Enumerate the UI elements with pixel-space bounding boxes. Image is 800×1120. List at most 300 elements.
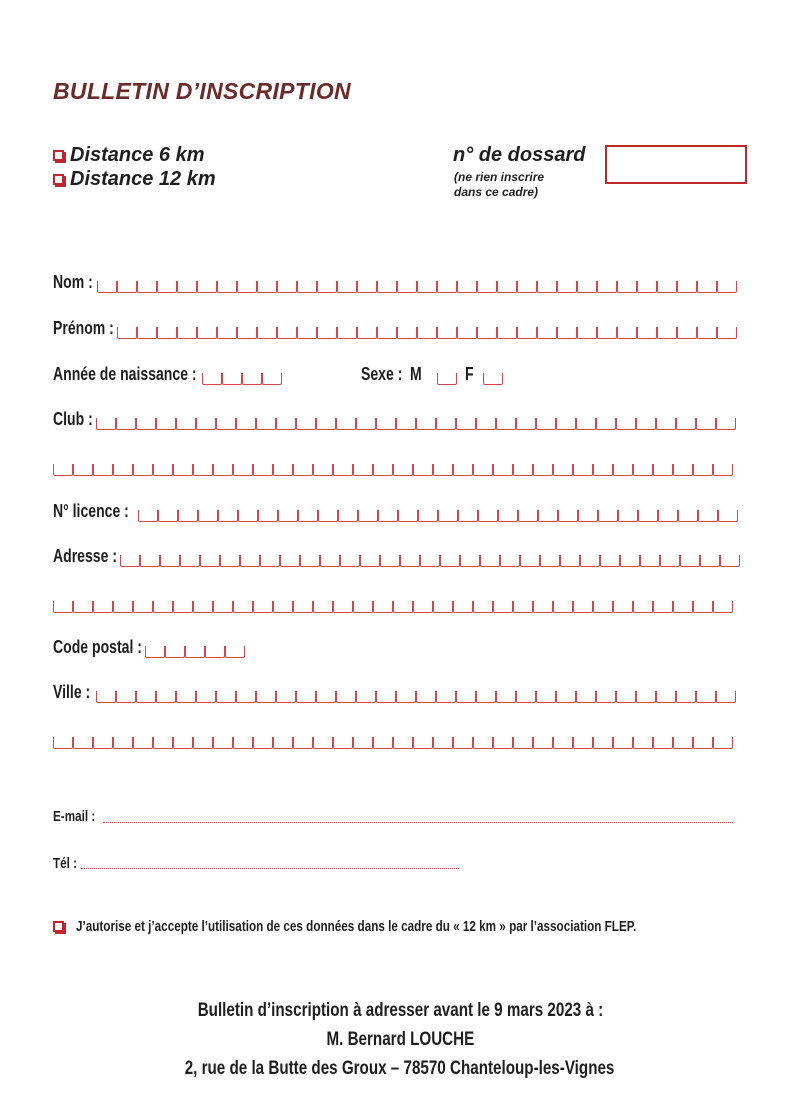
letter-box[interactable] <box>165 646 185 658</box>
letter-box[interactable] <box>320 555 340 567</box>
letter-box[interactable] <box>520 555 540 567</box>
letter-box[interactable] <box>633 737 653 749</box>
letter-box[interactable] <box>653 464 673 476</box>
letter-box[interactable] <box>498 510 518 522</box>
letter-box[interactable] <box>456 691 476 703</box>
letter-box[interactable] <box>53 601 73 613</box>
letter-box[interactable] <box>418 510 438 522</box>
letter-box[interactable] <box>653 601 673 613</box>
letter-box[interactable] <box>698 510 718 522</box>
adresse-input-line2[interactable] <box>53 593 733 613</box>
letter-box[interactable] <box>238 510 258 522</box>
letter-box[interactable] <box>593 464 613 476</box>
prenom-input[interactable] <box>117 319 737 339</box>
adresse-input[interactable] <box>120 547 740 567</box>
letter-box[interactable] <box>477 327 497 339</box>
letter-box[interactable] <box>697 327 717 339</box>
letter-box[interactable] <box>217 281 237 293</box>
letter-box[interactable] <box>117 281 137 293</box>
letter-box[interactable] <box>173 464 193 476</box>
letter-box[interactable] <box>637 281 657 293</box>
letter-box[interactable] <box>220 555 240 567</box>
letter-box[interactable] <box>177 327 197 339</box>
sexe-f-box[interactable] <box>483 365 503 385</box>
letter-box[interactable] <box>553 737 573 749</box>
letter-box[interactable] <box>113 464 133 476</box>
letter-box[interactable] <box>517 281 537 293</box>
letter-box[interactable] <box>493 464 513 476</box>
letter-box[interactable] <box>398 510 418 522</box>
letter-box[interactable] <box>680 555 700 567</box>
letter-box[interactable] <box>396 691 416 703</box>
letter-box[interactable] <box>177 281 197 293</box>
letter-box[interactable] <box>500 555 520 567</box>
letter-box[interactable] <box>613 464 633 476</box>
letter-box[interactable] <box>417 281 437 293</box>
letter-box[interactable] <box>280 555 300 567</box>
letter-box[interactable] <box>616 691 636 703</box>
letter-box[interactable] <box>493 737 513 749</box>
letter-box[interactable] <box>640 555 660 567</box>
letter-box[interactable] <box>216 691 236 703</box>
letter-box[interactable] <box>185 646 205 658</box>
letter-box[interactable] <box>373 601 393 613</box>
letter-box[interactable] <box>97 281 117 293</box>
club-input-line2[interactable] <box>53 456 733 476</box>
letter-box[interactable] <box>660 555 680 567</box>
letter-box[interactable] <box>336 691 356 703</box>
letter-box[interactable] <box>176 691 196 703</box>
letter-box[interactable] <box>237 281 257 293</box>
letter-box[interactable] <box>676 418 696 430</box>
letter-box[interactable] <box>538 510 558 522</box>
letter-box[interactable] <box>293 601 313 613</box>
letter-box[interactable] <box>453 464 473 476</box>
letter-box[interactable] <box>217 327 237 339</box>
letter-box[interactable] <box>377 327 397 339</box>
letter-box[interactable] <box>262 373 282 385</box>
letter-box[interactable] <box>222 373 242 385</box>
letter-box[interactable] <box>298 510 318 522</box>
sexe-m-box[interactable] <box>437 365 457 385</box>
letter-box[interactable] <box>360 555 380 567</box>
letter-box[interactable] <box>478 510 498 522</box>
letter-box[interactable] <box>353 737 373 749</box>
consent-option[interactable] <box>53 918 794 935</box>
letter-box[interactable] <box>120 555 140 567</box>
letter-box[interactable] <box>473 737 493 749</box>
letter-box[interactable] <box>193 464 213 476</box>
letter-box[interactable] <box>137 327 157 339</box>
letter-box[interactable] <box>140 555 160 567</box>
letter-box[interactable] <box>413 737 433 749</box>
letter-box[interactable] <box>437 373 457 385</box>
letter-box[interactable] <box>716 691 736 703</box>
letter-box[interactable] <box>93 737 113 749</box>
letter-box[interactable] <box>556 418 576 430</box>
letter-box[interactable] <box>157 327 177 339</box>
nom-input[interactable] <box>97 273 737 293</box>
letter-box[interactable] <box>113 601 133 613</box>
letter-box[interactable] <box>293 737 313 749</box>
letter-box[interactable] <box>160 555 180 567</box>
letter-box[interactable] <box>518 510 538 522</box>
letter-box[interactable] <box>173 737 193 749</box>
letter-box[interactable] <box>596 691 616 703</box>
letter-box[interactable] <box>198 510 218 522</box>
letter-box[interactable] <box>240 555 260 567</box>
letter-box[interactable] <box>396 418 416 430</box>
letter-box[interactable] <box>233 737 253 749</box>
letter-box[interactable] <box>117 327 137 339</box>
code-postal-input[interactable] <box>145 638 245 658</box>
letter-box[interactable] <box>356 418 376 430</box>
letter-box[interactable] <box>713 601 733 613</box>
letter-box[interactable] <box>216 418 236 430</box>
ville-input[interactable] <box>96 683 736 703</box>
letter-box[interactable] <box>277 281 297 293</box>
letter-box[interactable] <box>53 737 73 749</box>
letter-box[interactable] <box>113 737 133 749</box>
letter-box[interactable] <box>278 510 298 522</box>
letter-box[interactable] <box>318 510 338 522</box>
letter-box[interactable] <box>357 281 377 293</box>
letter-box[interactable] <box>413 464 433 476</box>
letter-box[interactable] <box>376 418 396 430</box>
letter-box[interactable] <box>156 418 176 430</box>
letter-box[interactable] <box>157 281 177 293</box>
letter-box[interactable] <box>296 418 316 430</box>
letter-box[interactable] <box>73 601 93 613</box>
letter-box[interactable] <box>513 464 533 476</box>
letter-box[interactable] <box>213 464 233 476</box>
letter-box[interactable] <box>576 691 596 703</box>
letter-box[interactable] <box>598 510 618 522</box>
letter-box[interactable] <box>358 510 378 522</box>
letter-box[interactable] <box>693 601 713 613</box>
letter-box[interactable] <box>653 737 673 749</box>
letter-box[interactable] <box>133 601 153 613</box>
letter-box[interactable] <box>597 327 617 339</box>
letter-box[interactable] <box>473 601 493 613</box>
letter-box[interactable] <box>717 281 737 293</box>
letter-box[interactable] <box>713 737 733 749</box>
letter-box[interactable] <box>636 691 656 703</box>
letter-box[interactable] <box>196 691 216 703</box>
letter-box[interactable] <box>593 737 613 749</box>
letter-box[interactable] <box>393 464 413 476</box>
letter-box[interactable] <box>497 281 517 293</box>
letter-box[interactable] <box>336 418 356 430</box>
letter-box[interactable] <box>677 281 697 293</box>
letter-box[interactable] <box>557 327 577 339</box>
letter-box[interactable] <box>257 327 277 339</box>
licence-input[interactable] <box>138 502 738 522</box>
letter-box[interactable] <box>96 691 116 703</box>
letter-box[interactable] <box>496 691 516 703</box>
letter-box[interactable] <box>136 418 156 430</box>
letter-box[interactable] <box>577 281 597 293</box>
letter-box[interactable] <box>313 464 333 476</box>
letter-box[interactable] <box>337 327 357 339</box>
letter-box[interactable] <box>657 327 677 339</box>
letter-box[interactable] <box>377 281 397 293</box>
letter-box[interactable] <box>197 327 217 339</box>
letter-box[interactable] <box>673 737 693 749</box>
letter-box[interactable] <box>577 327 597 339</box>
letter-box[interactable] <box>213 737 233 749</box>
letter-box[interactable] <box>718 510 738 522</box>
letter-box[interactable] <box>436 418 456 430</box>
letter-box[interactable] <box>276 418 296 430</box>
letter-box[interactable] <box>600 555 620 567</box>
letter-box[interactable] <box>205 646 225 658</box>
letter-box[interactable] <box>676 691 696 703</box>
letter-box[interactable] <box>533 601 553 613</box>
letter-box[interactable] <box>613 737 633 749</box>
letter-box[interactable] <box>473 464 493 476</box>
letter-box[interactable] <box>533 464 553 476</box>
letter-box[interactable] <box>400 555 420 567</box>
letter-box[interactable] <box>297 281 317 293</box>
letter-box[interactable] <box>357 327 377 339</box>
letter-box[interactable] <box>497 327 517 339</box>
letter-box[interactable] <box>560 555 580 567</box>
letter-box[interactable] <box>433 601 453 613</box>
letter-box[interactable] <box>437 281 457 293</box>
letter-box[interactable] <box>417 327 437 339</box>
letter-box[interactable] <box>693 464 713 476</box>
letter-box[interactable] <box>133 464 153 476</box>
letter-box[interactable] <box>416 691 436 703</box>
letter-box[interactable] <box>436 691 456 703</box>
letter-box[interactable] <box>253 737 273 749</box>
annee-input[interactable] <box>202 365 282 385</box>
letter-box[interactable] <box>73 737 93 749</box>
letter-box[interactable] <box>453 601 473 613</box>
letter-box[interactable] <box>316 418 336 430</box>
letter-box[interactable] <box>397 327 417 339</box>
letter-box[interactable] <box>638 510 658 522</box>
letter-box[interactable] <box>673 464 693 476</box>
letter-box[interactable] <box>333 601 353 613</box>
checkbox-icon[interactable] <box>53 174 64 185</box>
letter-box[interactable] <box>613 601 633 613</box>
letter-box[interactable] <box>696 691 716 703</box>
letter-box[interactable] <box>453 737 473 749</box>
letter-box[interactable] <box>657 281 677 293</box>
letter-box[interactable] <box>393 601 413 613</box>
letter-box[interactable] <box>476 418 496 430</box>
letter-box[interactable] <box>176 418 196 430</box>
letter-box[interactable] <box>333 737 353 749</box>
letter-box[interactable] <box>317 327 337 339</box>
letter-box[interactable] <box>260 555 280 567</box>
letter-box[interactable] <box>636 418 656 430</box>
option-distance-12[interactable] <box>53 168 216 191</box>
letter-box[interactable] <box>340 555 360 567</box>
letter-box[interactable] <box>673 601 693 613</box>
letter-box[interactable] <box>658 510 678 522</box>
letter-box[interactable] <box>580 555 600 567</box>
letter-box[interactable] <box>253 464 273 476</box>
letter-box[interactable] <box>116 691 136 703</box>
letter-box[interactable] <box>225 646 245 658</box>
letter-box[interactable] <box>476 691 496 703</box>
letter-box[interactable] <box>96 418 116 430</box>
letter-box[interactable] <box>193 737 213 749</box>
letter-box[interactable] <box>378 510 398 522</box>
letter-box[interactable] <box>173 601 193 613</box>
letter-box[interactable] <box>136 691 156 703</box>
letter-box[interactable] <box>158 510 178 522</box>
letter-box[interactable] <box>578 510 598 522</box>
letter-box[interactable] <box>337 281 357 293</box>
letter-box[interactable] <box>353 601 373 613</box>
letter-box[interactable] <box>477 281 497 293</box>
letter-box[interactable] <box>558 510 578 522</box>
letter-box[interactable] <box>233 601 253 613</box>
letter-box[interactable] <box>593 601 613 613</box>
email-input[interactable] <box>103 822 733 823</box>
letter-box[interactable] <box>457 327 477 339</box>
letter-box[interactable] <box>576 418 596 430</box>
letter-box[interactable] <box>202 373 222 385</box>
letter-box[interactable] <box>138 510 158 522</box>
letter-box[interactable] <box>237 327 257 339</box>
letter-box[interactable] <box>178 510 198 522</box>
letter-box[interactable] <box>193 601 213 613</box>
letter-box[interactable] <box>116 418 136 430</box>
letter-box[interactable] <box>376 691 396 703</box>
letter-box[interactable] <box>696 418 716 430</box>
letter-box[interactable] <box>536 418 556 430</box>
letter-box[interactable] <box>242 373 262 385</box>
letter-box[interactable] <box>540 555 560 567</box>
letter-box[interactable] <box>713 464 733 476</box>
letter-box[interactable] <box>356 691 376 703</box>
letter-box[interactable] <box>433 464 453 476</box>
letter-box[interactable] <box>573 737 593 749</box>
letter-box[interactable] <box>556 691 576 703</box>
letter-box[interactable] <box>200 555 220 567</box>
letter-box[interactable] <box>557 281 577 293</box>
letter-box[interactable] <box>93 601 113 613</box>
letter-box[interactable] <box>618 510 638 522</box>
letter-box[interactable] <box>256 691 276 703</box>
letter-box[interactable] <box>273 601 293 613</box>
letter-box[interactable] <box>236 691 256 703</box>
letter-box[interactable] <box>716 418 736 430</box>
letter-box[interactable] <box>513 737 533 749</box>
letter-box[interactable] <box>420 555 440 567</box>
letter-box[interactable] <box>483 373 503 385</box>
letter-box[interactable] <box>700 555 720 567</box>
letter-box[interactable] <box>273 464 293 476</box>
letter-box[interactable] <box>597 281 617 293</box>
letter-box[interactable] <box>196 418 216 430</box>
option-distance-6[interactable] <box>53 144 205 167</box>
letter-box[interactable] <box>153 464 173 476</box>
letter-box[interactable] <box>300 555 320 567</box>
checkbox-icon[interactable] <box>53 921 64 932</box>
letter-box[interactable] <box>533 737 553 749</box>
letter-box[interactable] <box>537 281 557 293</box>
letter-box[interactable] <box>317 281 337 293</box>
letter-box[interactable] <box>256 418 276 430</box>
letter-box[interactable] <box>596 418 616 430</box>
letter-box[interactable] <box>458 510 478 522</box>
checkbox-icon[interactable] <box>53 150 64 161</box>
letter-box[interactable] <box>133 737 153 749</box>
letter-box[interactable] <box>213 601 233 613</box>
letter-box[interactable] <box>218 510 238 522</box>
letter-box[interactable] <box>537 327 557 339</box>
letter-box[interactable] <box>677 327 697 339</box>
letter-box[interactable] <box>553 601 573 613</box>
letter-box[interactable] <box>457 281 477 293</box>
letter-box[interactable] <box>456 418 476 430</box>
letter-box[interactable] <box>573 601 593 613</box>
tel-input[interactable] <box>81 868 459 869</box>
letter-box[interactable] <box>633 464 653 476</box>
letter-box[interactable] <box>720 555 740 567</box>
letter-box[interactable] <box>553 464 573 476</box>
letter-box[interactable] <box>373 737 393 749</box>
letter-box[interactable] <box>460 555 480 567</box>
letter-box[interactable] <box>373 464 393 476</box>
letter-box[interactable] <box>297 327 317 339</box>
letter-box[interactable] <box>513 601 533 613</box>
letter-box[interactable] <box>145 646 165 658</box>
letter-box[interactable] <box>277 327 297 339</box>
letter-box[interactable] <box>617 281 637 293</box>
letter-box[interactable] <box>480 555 500 567</box>
letter-box[interactable] <box>493 601 513 613</box>
letter-box[interactable] <box>253 601 273 613</box>
letter-box[interactable] <box>536 691 556 703</box>
letter-box[interactable] <box>693 737 713 749</box>
letter-box[interactable] <box>233 464 253 476</box>
letter-box[interactable] <box>517 327 537 339</box>
letter-box[interactable] <box>633 601 653 613</box>
letter-box[interactable] <box>516 418 536 430</box>
letter-box[interactable] <box>516 691 536 703</box>
letter-box[interactable] <box>293 464 313 476</box>
letter-box[interactable] <box>333 464 353 476</box>
letter-box[interactable] <box>93 464 113 476</box>
letter-box[interactable] <box>637 327 657 339</box>
letter-box[interactable] <box>413 601 433 613</box>
letter-box[interactable] <box>440 555 460 567</box>
letter-box[interactable] <box>313 601 333 613</box>
letter-box[interactable] <box>353 464 373 476</box>
letter-box[interactable] <box>393 737 413 749</box>
letter-box[interactable] <box>296 691 316 703</box>
letter-box[interactable] <box>137 281 157 293</box>
letter-box[interactable] <box>573 464 593 476</box>
letter-box[interactable] <box>416 418 436 430</box>
letter-box[interactable] <box>236 418 256 430</box>
letter-box[interactable] <box>153 737 173 749</box>
letter-box[interactable] <box>656 691 676 703</box>
letter-box[interactable] <box>438 510 458 522</box>
letter-box[interactable] <box>433 737 453 749</box>
letter-box[interactable] <box>496 418 516 430</box>
letter-box[interactable] <box>678 510 698 522</box>
letter-box[interactable] <box>197 281 217 293</box>
letter-box[interactable] <box>380 555 400 567</box>
